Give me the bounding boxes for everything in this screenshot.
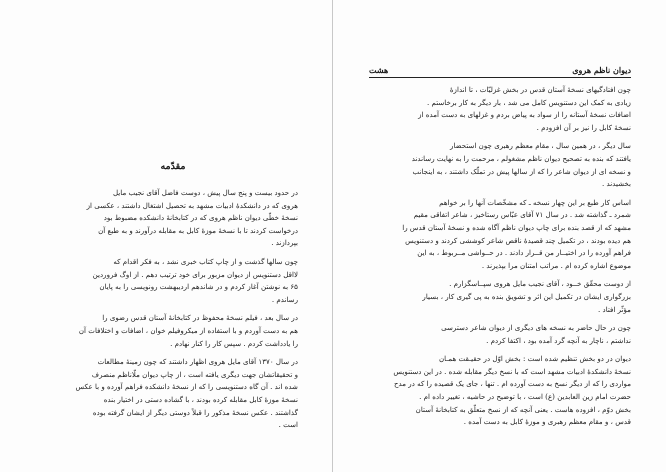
text-line: قدس ، و مقام معظم رهبری و موزهٔ کابل به دست آمده . (463, 417, 631, 427)
text-line: موضوع اشاره کرده ام . مراتب امتنان مرا بپذیرند . (481, 260, 631, 270)
text-line: شمرد ـ گذاشته شد . در سال ۷۱ آقای عبّاس رستاخیز ، شاعر اتفاقی مقیم (413, 210, 631, 220)
paragraph (48, 312, 298, 350)
text-line: دیوان در دو بخش تنظیم شده است : بخش اوّل در حقیـقت همـان (438, 354, 631, 364)
text-line: هروی که در دانشکدهٔ ادبیات مشهد به تحصیل اشتغال داشتند ، عکسی از (86, 200, 298, 210)
paragraph (369, 140, 631, 190)
page-number: هشت (369, 65, 389, 75)
text-line: بخشیدند . (602, 179, 631, 189)
paragraph (48, 256, 298, 306)
text-line: زیادی به کمک این دستنویس کامل می شد ، بار دیگر به کار برخاستم . (426, 97, 631, 107)
text-line: نسخهٔ خطّی دیوان ناظم هروی که در کتابخانهٔ دانشکده مضبوط بود (103, 213, 298, 223)
text-line: لااقل دستنویس از دیوان مزبور برای خود ترتیب دهم . از اوگ فروردین (92, 269, 298, 279)
paragraph (369, 84, 631, 134)
paragraph (369, 197, 631, 273)
section-title: مقدّمه (160, 161, 186, 172)
text-line: مشهد که از قصد بنده برای چاپ دیوان ناظم آگاه شده و نسخهٔ آستان قدس را (402, 222, 631, 232)
text-line: رساندم . (271, 294, 298, 304)
text-line: اضافات نسخهٔ آستانه را از سواد به پیاض بردم و غزلهای به دست آمده از (418, 110, 631, 120)
paragraph (369, 353, 631, 429)
text-line: نسخهٔ موزهٔ کابل مقابله کرده بودند ، با گشاده دستی در اختیار بنده (103, 394, 298, 404)
text-line: نسخهٔ دانشکدهٔ ادبیات مشهد است که با نسخ دیگر مقابله شده . در این دستنویس (393, 366, 631, 376)
paragraph (369, 278, 631, 316)
text-line: ۶۵ به نوشتن آغاز کردم و در شاندهم اردیبهشت رونویسی را به پایان (99, 282, 298, 292)
right-page-body (369, 84, 631, 429)
text-line: مؤثّر افتاد . (598, 304, 631, 314)
text-line: چون در حال حاضر به نسخه های دیگری از دیوان شاعر دسترسی (441, 323, 631, 333)
paragraph (48, 187, 298, 250)
text-line: چون افتادگیهای نسخهٔ آستان قدس در بخش غزلیّات ، تا اندازهٔ (449, 85, 631, 94)
text-line: هم دیده بودند ، در تکمیل چند قصیدهٔ ناقص شاعر کوششی کردند و دستنویس (405, 235, 631, 245)
text-line: را یادداشت کردم . سپس کار را کنار نهادم . (170, 338, 298, 348)
text-line: شده اند . آن گاه دستنویسی را که از نسخهٔ دانشکده فراهم آورده و با عکس (75, 382, 298, 392)
text-line: گذاشتند . عکس نسخهٔ مذکور را قبلاً دوستی دیگر از ایشان گرفته بوده (92, 407, 298, 417)
right-page (333, 0, 666, 472)
text-line: در سال ۱۳۷۰ آقای مایل هروی اظهار داشتند که چون زمینهٔ مطالعات (97, 357, 298, 367)
text-line: یافتند که بنده به تصحیح دیوان ناظم مشغولم ، مرحمت را به نهایت رساندند (411, 153, 631, 163)
text-line: هم به دست آوردم و با استفاده از میکروفیلم خوان ، اضافات و اختلافات آن (78, 325, 298, 335)
running-title: دیوان ناظم هروی (572, 65, 631, 75)
text-line: بزرگواری ایشان در تکمیل این اثر و تشویق بنده به پی گیری کار ، بسیار (422, 291, 631, 301)
text-line: حضرت امام زین العابدین (ع) است ، با توضیح در حاشیه ، تغییر داده ام . (419, 392, 631, 402)
text-line: در سال بعد ، فیلم نسخهٔ محفوظ در کتابخانهٔ آستان قدس رضوی را (102, 313, 298, 323)
text-line: فراهم آورده را در اختیــار من قــرار دادند . در حــواشی مــربوط ، به این (417, 248, 631, 258)
text-line: بخش دوّم ، افزوده هاست . یعنی آنچه که از نسخ متعلّق به کتابخانهٔ آستان (415, 404, 631, 414)
left-page-body (48, 187, 298, 432)
paragraph (48, 356, 298, 432)
paragraph (369, 322, 631, 347)
text-line: از دوست محقّق خــود ، آقای نجیب مایل هروی سپــاسگزارم . (449, 279, 631, 289)
text-line: و نسخه ای از دیوان شاعر را که از سالها پیش در تملّک داشتند ، به اینجانب (412, 166, 631, 176)
text-line: است . (278, 420, 298, 430)
page-header (369, 63, 631, 78)
text-line: درخواست کردند تا با نسخهٔ موزهٔ کابل به مقابله درآورند و به طبع آن (98, 225, 298, 235)
text-line: اساس کار طبع بر این چهار نسخه ـ که مشخّصات آنها را بر خواهم (439, 197, 631, 207)
text-line: چون سالها گذشت و از چاپ کتاب خبری نشد ، به فکر اقدام که (113, 256, 298, 266)
text-line: مواردی را که از دیگر نسخ به دست آورده ام . تنها ، جای یک قصیده را که در مدح (393, 379, 631, 389)
text-line: بپردازند . (271, 238, 298, 248)
text-line: نداشتم ، ناچار به آنچه گرد آمده بود ، اکتفا کردم . (486, 335, 631, 345)
text-line: سال دیگر ، در همین سال ، مقام معظم رهبری چون استحضار (450, 141, 631, 151)
text-line: نسخهٔ کابل را نیز بر آن افزودم . (536, 122, 631, 132)
text-line: در حدود بیست و پنج سال پیش ، دوست فاضل آقای نجیب مایل (112, 188, 298, 197)
text-line: و تحقیقاتشان جهت دیگری یافته است ، از چاپ دیوان ملّاناظم منصرف (91, 369, 298, 379)
